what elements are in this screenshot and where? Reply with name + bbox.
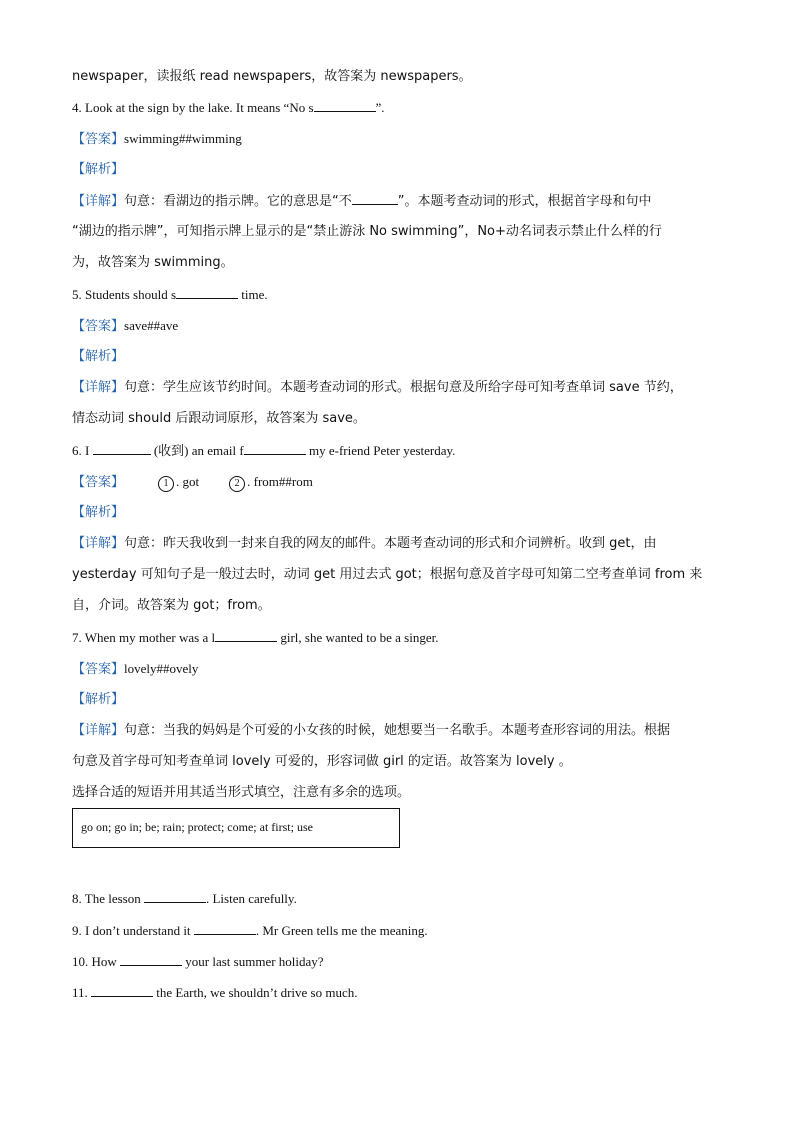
detail-5-line1: 【详解】句意：学生应该节约时间。本题考查动词的形式。根据句意及所给字母可知考查单词 save 节约，	[72, 380, 683, 395]
question-9: 9. I don’t understand it . Mr Green tells me the meaning.	[72, 923, 428, 938]
analysis-label-4: 【解析】	[72, 162, 125, 177]
detail-4-line1: 【详解】句意：看湖边的指示牌。它的意思是“不 ”。本题考查动词的形式，根据首字母和句中	[72, 194, 652, 209]
question-4: 4. Look at the sign by the lake. It means “No s ”.	[72, 100, 385, 115]
question-11: 11. the Earth, we shouldn’t drive so much.	[72, 985, 358, 1000]
analysis-label-6: 【解析】	[72, 505, 125, 520]
q3-analysis-end: newspaper，读报纸 read newspapers，故答案为 newspapers。	[72, 69, 472, 84]
blank	[352, 192, 398, 205]
blank	[176, 286, 238, 299]
detail-6-line1: 【详解】句意：昨天我收到一封来自我的网友的邮件。本题考查动词的形式和介词辨析。收到 get，由	[72, 536, 657, 551]
blank	[215, 629, 277, 642]
blank	[91, 984, 153, 997]
blank	[120, 953, 182, 966]
question-5: 5. Students should s time.	[72, 287, 268, 302]
answer-7: 【答案】lovely##ovely	[72, 661, 199, 677]
blank	[314, 99, 376, 112]
question-6: 6. I (收到) an email f my e-friend Peter yesterday.	[72, 443, 456, 458]
answer-5: 【答案】save##ave	[72, 318, 179, 334]
detail-4-line3: 为，故答案为 swimming。	[72, 255, 234, 270]
question-8: 8. The lesson . Listen carefully.	[72, 891, 297, 906]
blank	[194, 922, 256, 935]
section-instruction: 选择合适的短语并用其适当形式填空，注意有多余的选项。	[72, 785, 411, 800]
circled-number-1: 1	[158, 476, 174, 492]
blank	[144, 890, 206, 903]
detail-7-line2: 句意及首字母可知考查单词 lovely 可爱的，形容词做 girl 的定语。故答案为 lovely 。	[72, 754, 572, 769]
detail-7-line1: 【详解】句意：当我的妈妈是个可爱的小女孩的时候，她想要当一名歌手。本题考查形容词的用法。根据	[72, 723, 671, 738]
question-10: 10. How your last summer holiday?	[72, 954, 324, 969]
word-bank-text: go on; go in; be; rain; protect; come; at first; use	[81, 820, 313, 834]
analysis-label-5: 【解析】	[72, 349, 125, 364]
answer-6: 【答案】 1 . got 2 . from##rom	[72, 474, 313, 490]
answer-4: 【答案】swimming##wimming	[72, 131, 242, 147]
analysis-label-7: 【解析】	[72, 692, 125, 707]
detail-6-line2: yesterday 可知句子是一般过去时，动词 get 用过去式 got；根据句意及首字母可知第二空考查单词 from 来	[72, 567, 703, 582]
blank	[244, 442, 306, 455]
circled-number-2: 2	[229, 476, 245, 492]
blank	[93, 442, 151, 455]
detail-5-line2: 情态动词 should 后跟动词原形，故答案为 save。	[72, 411, 366, 426]
word-bank-box	[72, 808, 400, 848]
detail-6-line3: 自，介词。故答案为 got；from。	[72, 598, 271, 613]
question-7: 7. When my mother was a l girl, she wanted to be a singer.	[72, 630, 439, 645]
detail-4-line2: “湖边的指示牌”，可知指示牌上显示的是“禁止游泳 No swimming”，No+动名词表示禁止什么样的行	[72, 224, 662, 239]
